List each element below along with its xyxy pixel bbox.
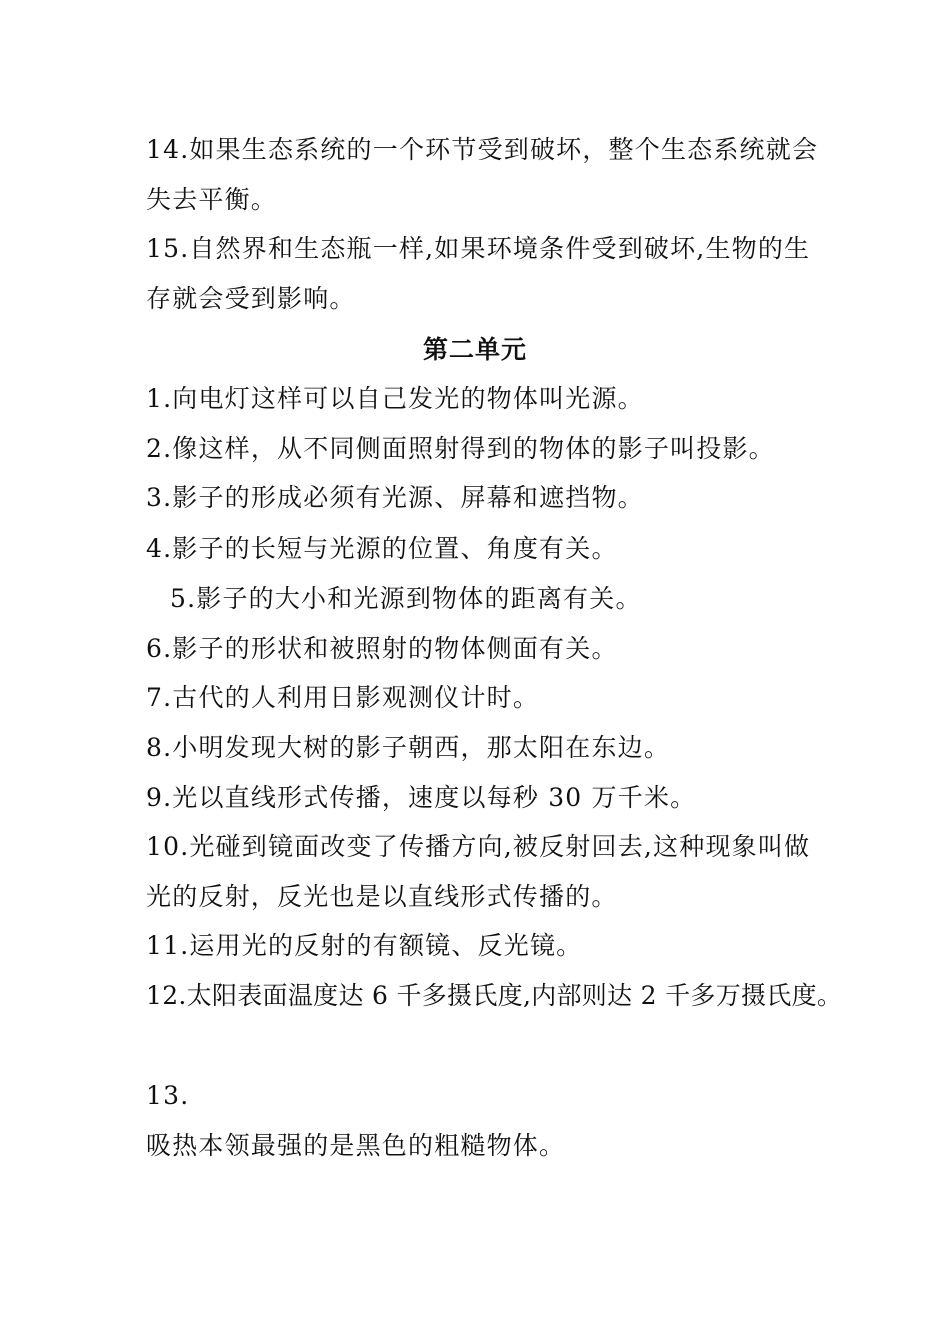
item-14-line-2: 失去平衡。 [146,185,278,214]
item-10-line-1: 10.光碰到镜面改变了传播方向,被反射回去,这种现象叫做 [146,832,811,861]
item-12: 12.太阳表面温度达 6 千多摄氏度,内部则达 2 千多万摄氏度。 [146,981,843,1010]
item-2: 2.像这样，从不同侧面照射得到的物体的影子叫投影。 [146,434,775,463]
item-8: 8.小明发现大树的影子朝西，那太阳在东边。 [146,733,671,762]
item-4: 4.影子的长短与光源的位置、角度有关。 [146,534,618,563]
item-11: 11.运用光的反射的有额镜、反光镜。 [146,931,583,960]
item-9: 9.光以直线形式传播，速度以每秒 30 万千米。 [146,783,697,812]
item-15-line-1: 15.自然界和生态瓶一样,如果环境条件受到破坏,生物的生 [146,234,811,263]
item-13-text: 吸热本领最强的是黑色的粗糙物体。 [146,1131,566,1160]
item-3: 3.影子的形成必须有光源、屏幕和遮挡物。 [146,483,644,512]
item-1: 1.向电灯这样可以自己发光的物体叫光源。 [146,384,644,413]
item-6: 6.影子的形状和被照射的物体侧面有关。 [146,634,618,663]
item-10-line-2: 光的反射，反光也是以直线形式传播的。 [146,882,618,911]
item-13-number: 13. [146,1081,190,1110]
item-5: 5.影子的大小和光源到物体的距离有关。 [170,584,642,613]
section-heading: 第二单元 [422,335,527,364]
item-15-line-2: 存就会受到影响。 [146,284,356,313]
item-7: 7.古代的人利用日影观测仪计时。 [146,683,540,712]
item-14-line-1: 14.如果生态系统的一个环节受到破坏，整个生态系统就会 [146,135,819,164]
